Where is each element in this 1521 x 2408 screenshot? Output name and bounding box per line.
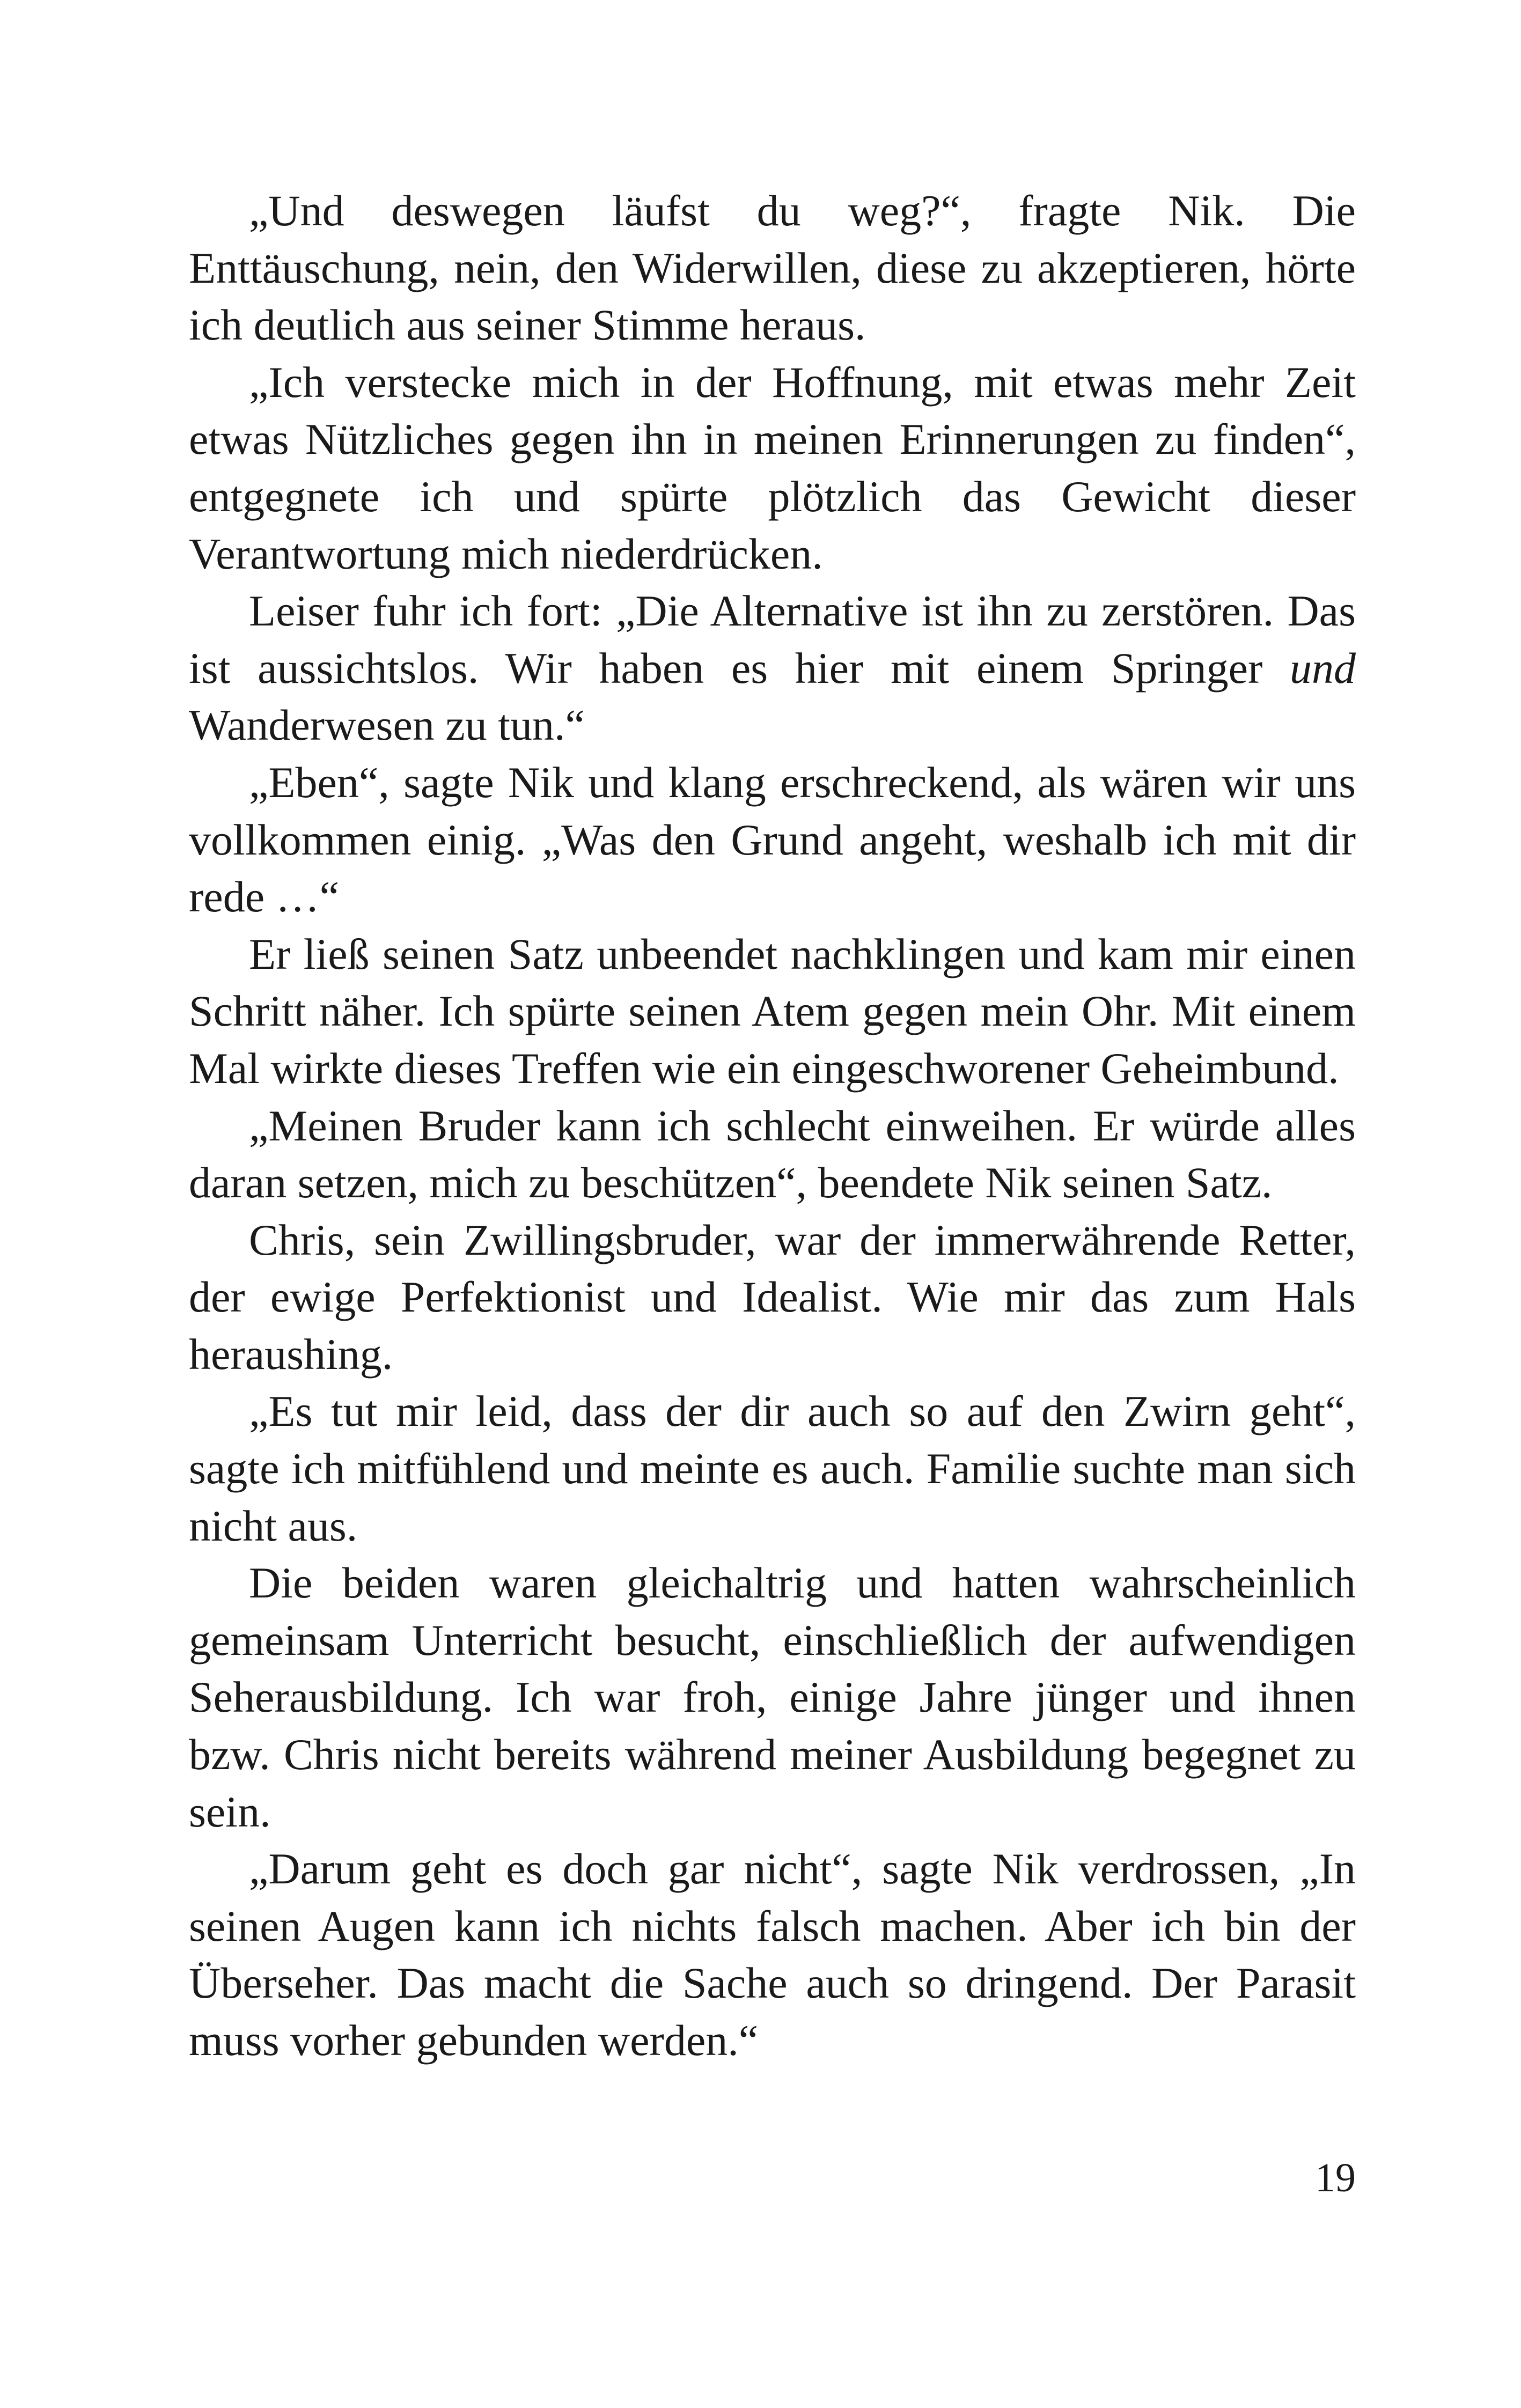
paragraph <box>189 1840 1356 2069</box>
text-run: „Darum geht es doch gar nicht“, sagte Nik verdrossen, „In seinen Augen kann ich nichts falsch machen. Aber ich bin der Überseher. Das macht die Sache auch so dringend. Der Parasit muss vorher gebunden werden.“ <box>189 1844 1356 2065</box>
text-run: Wanderwesen zu tun.“ <box>189 701 585 750</box>
text-run: Die beiden waren gleichaltrig und hatten wahrscheinlich gemeinsam Unterricht besucht, einschließlich der aufwendigen Seherausbildung. Ich war froh, einige Jahre jünger und ihnen bzw. Chris nicht bereits während meiner Ausbildung begegnet zu sein. <box>189 1558 1356 1836</box>
text-run: „Eben“, sagte Nik und klang erschreckend, als wären wir uns vollkommen einig. „Was den Grund angeht, weshalb ich mit dir rede …“ <box>189 757 1356 922</box>
paragraph <box>189 583 1356 754</box>
paragraph <box>189 1555 1356 1840</box>
text-run: „Ich verstecke mich in der Hoffnung, mit etwas mehr Zeit etwas Nützliches gegen ihn in meinen Erinnerungen zu finden“, entgegnete ich und spürte plötzlich das Gewicht dieser Verantwortung mich niederdrücken. <box>189 357 1356 578</box>
italic-text-run: und <box>1290 643 1356 693</box>
text-run: Leiser fuhr ich fort: „Die Alternative ist ihn zu zerstören. Das ist aussichtslos. Wir haben es hier mit einem Springer <box>189 586 1356 693</box>
paragraph <box>189 1098 1356 1212</box>
text-run: „Es tut mir leid, dass der dir auch so auf den Zwirn geht“, sagte ich mitfühlend und meinte es auch. Familie suchte man sich nicht aus. <box>189 1387 1356 1550</box>
page-number: 19 <box>1315 2155 1356 2200</box>
paragraph <box>189 754 1356 926</box>
text-run: Er ließ seinen Satz unbeendet nachklingen und kam mir einen Schritt näher. Ich spürte seinen Atem gegen mein Ohr. Mit einem Mal wirkte dieses Treffen wie ein eingeschworener Geheimbund. <box>189 929 1356 1093</box>
text-run: „Meinen Bruder kann ich schlecht einweihen. Er würde alles daran setzen, mich zu beschützen“, beendete Nik seinen Satz. <box>189 1101 1356 1207</box>
text-run: „Und deswegen läufst du weg?“, fragte Nik. Die Enttäuschung, nein, den Widerwillen, diese zu akzeptieren, hörte ich deutlich aus seiner Stimme heraus. <box>189 186 1356 350</box>
text-run: Chris, sein Zwillingsbruder, war der immerwährende Retter, der ewige Perfektionist und Idealist. Wie mir das zum Hals heraushing. <box>189 1215 1356 1379</box>
body-text <box>189 182 1356 2070</box>
paragraph <box>189 926 1356 1098</box>
paragraph <box>189 1383 1356 1555</box>
paragraph <box>189 182 1356 354</box>
paragraph <box>189 1212 1356 1383</box>
paragraph <box>189 354 1356 583</box>
